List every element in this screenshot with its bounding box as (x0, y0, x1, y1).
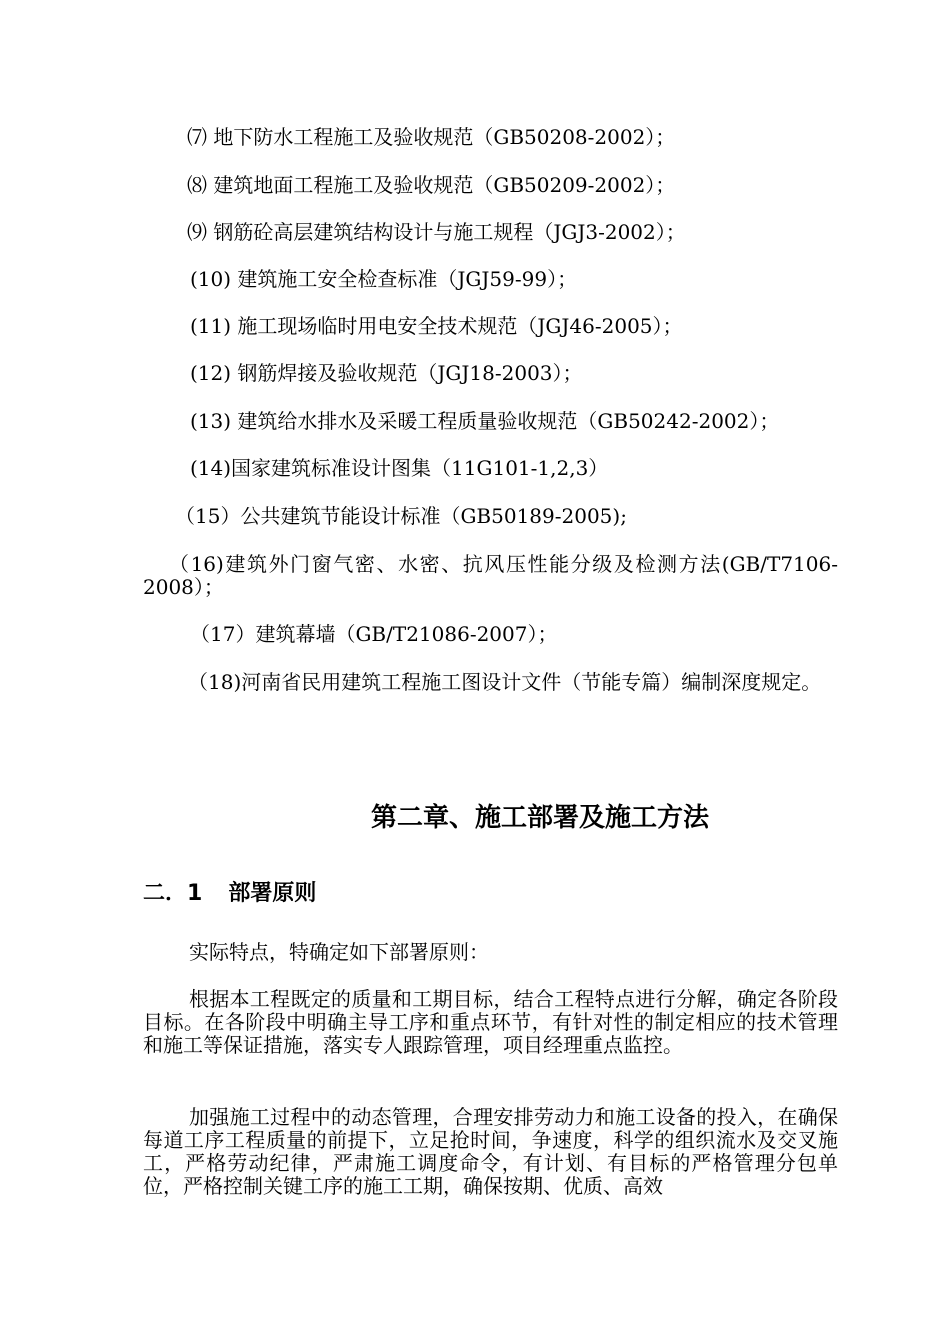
paragraph: 加强施工过程中的动态管理，合理安排劳动力和施工设备的投入，在确保每道工序工程质量的前提下，立足抢时间，争速度，科学的组织流水及交叉施工，严格劳动纪律，严肃施工调度命令，有计划、有目标的严格管理分包单位，严格控制关键工序的施工工期，确保按期、优质、高效 (143, 1105, 838, 1198)
reference-item: （17）建筑幕墙（GB/T21086-2007）； (190, 622, 558, 646)
reference-item: (11) 施工现场临时用电安全技术规范（JGJ46-2005）； (190, 314, 683, 338)
paragraph: 实际特点，特确定如下部署原则： (189, 940, 489, 964)
section-heading (143, 880, 316, 908)
reference-item: (14)国家建筑标准设计图集（11G101-1,2,3） (190, 456, 609, 480)
reference-item: (10) 建筑施工安全检查标准（JGJ59-99）； (190, 267, 578, 291)
paragraph: 根据本工程既定的质量和工期目标，结合工程特点进行分解，确定各阶段目标。在各阶段中明确主导工序和重点环节，有针对性的制定相应的技术管理和施工等保证措施，落实专人跟踪管理，项目经理重点监控。 (143, 987, 838, 1057)
chapter-title: 第二章、施工部署及施工方法 (370, 803, 709, 833)
reference-item: ⑼ 钢筋砼高层建筑结构设计与施工规程（JGJ3-2002）； (187, 220, 686, 244)
reference-item: (13) 建筑给水排水及采暖工程质量验收规范（GB50242-2002）； (190, 409, 780, 433)
reference-item: （16)建筑外门窗气密、水密、抗风压性能分级及检测方法(GB/T7106-2008）； (143, 552, 838, 599)
reference-item: ⑺ 地下防水工程施工及验收规范（GB50208-2002）； (187, 125, 676, 149)
section-number: 二．1 (143, 881, 203, 906)
reference-item: （15）公共建筑节能设计标准（GB50189-2005); (175, 504, 627, 528)
reference-item: (12) 钢筋焊接及验收规范（JGJ18-2003）； (190, 361, 583, 385)
reference-item: ⑻ 建筑地面工程施工及验收规范（GB50209-2002）； (187, 173, 676, 197)
reference-item: （18)河南省民用建筑工程施工图设计文件（节能专篇）编制深度规定。 (188, 670, 822, 694)
section-title: 部署原则 (228, 881, 317, 906)
